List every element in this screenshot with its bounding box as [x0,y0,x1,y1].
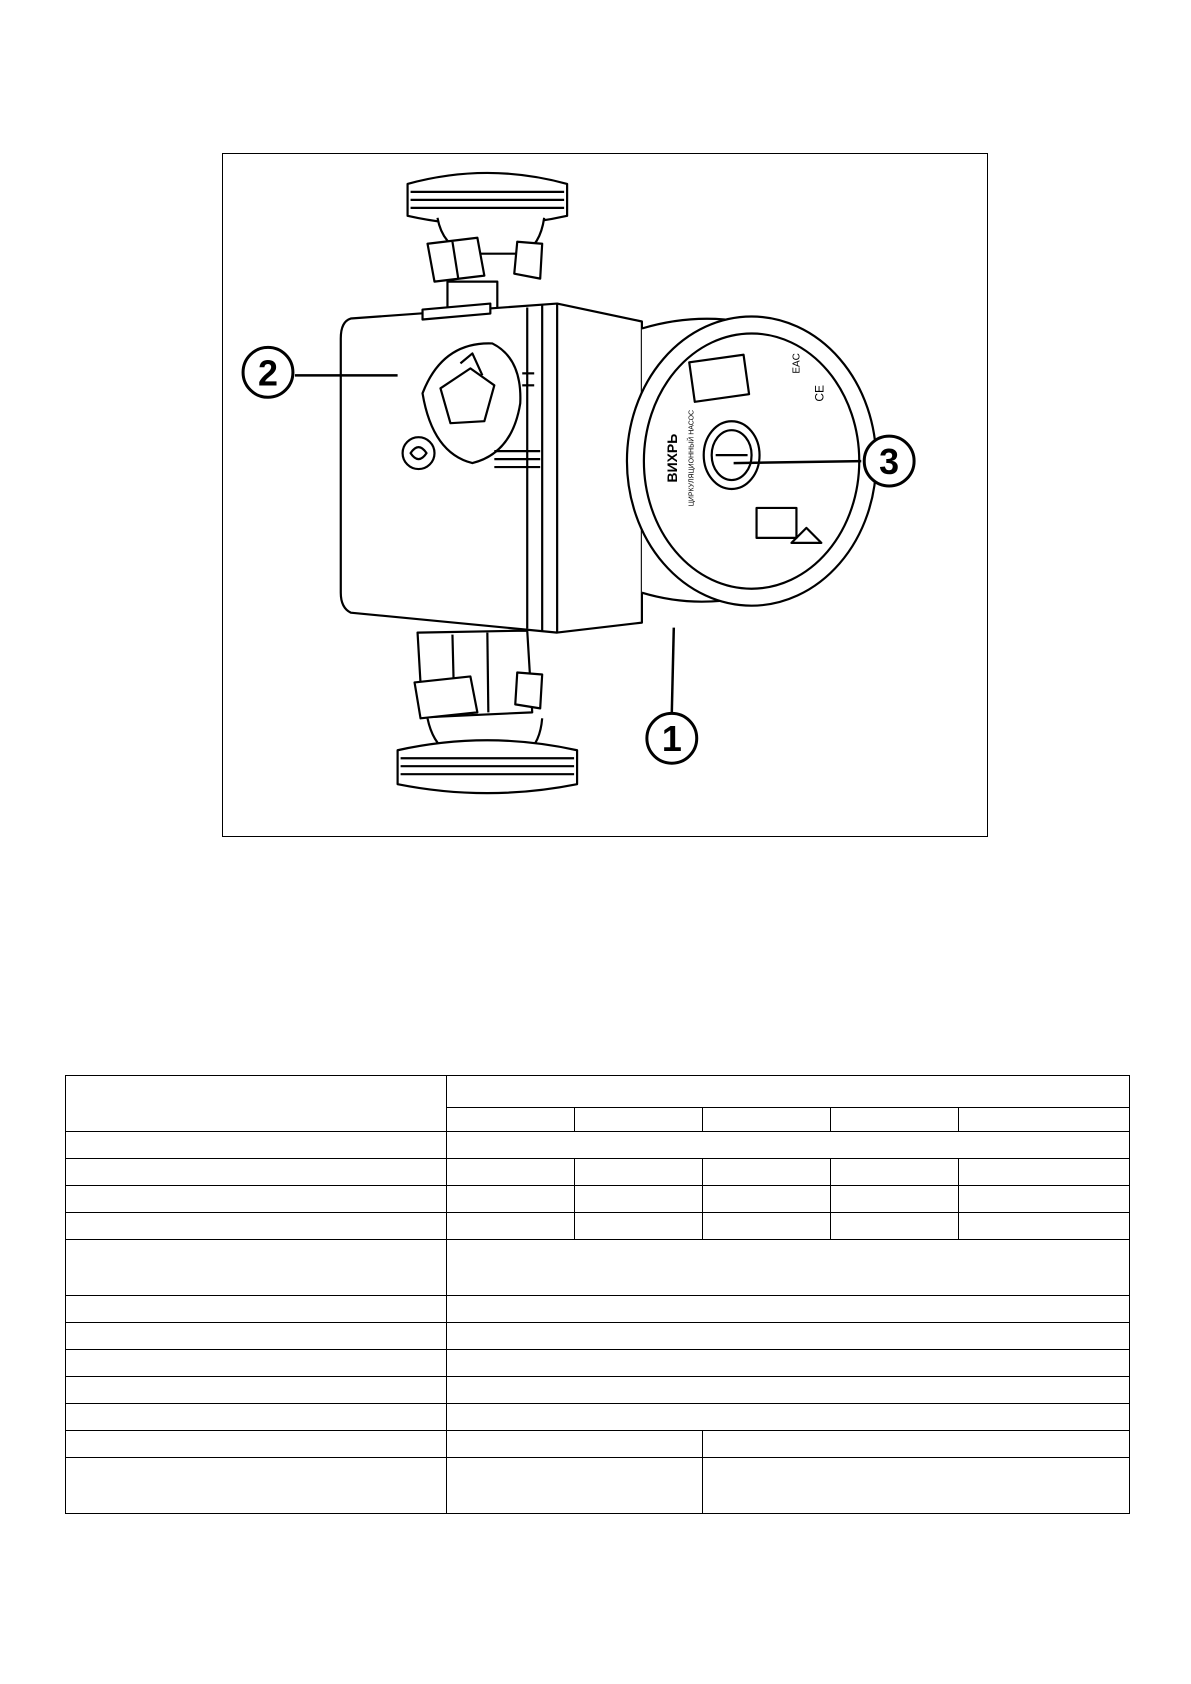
table-label-cell [66,1350,447,1377]
table-cell [447,1377,1130,1404]
table-cell [447,1458,703,1514]
callout-3 [864,436,914,486]
bottom-fitting [398,631,577,794]
table-cell [447,1132,1130,1159]
table-label-cell [66,1377,447,1404]
table-cell [447,1159,575,1186]
table-label-cell [66,1213,447,1240]
table-row [66,1186,1130,1213]
table-cell [959,1108,1130,1132]
table-cell [447,1213,575,1240]
table-cell [447,1404,1130,1431]
callout-2 [243,347,293,397]
table-cell [831,1213,959,1240]
label-mark-eac: EAC [791,353,803,374]
table-label-cell [66,1240,447,1296]
table-cell [703,1159,831,1186]
spec-table [65,1075,1130,1514]
callout-2-number: 2 [258,353,278,394]
callout-1-number: 1 [661,719,682,760]
table-cell [575,1186,703,1213]
table-row [66,1431,1130,1458]
table-row [66,1240,1130,1296]
table-cell [447,1323,1130,1350]
table-row [66,1404,1130,1431]
table-cell [447,1296,1130,1323]
top-fitting [408,173,568,319]
table-cell [831,1108,959,1132]
table-cell [703,1431,1130,1458]
table-row [66,1296,1130,1323]
table-cell [447,1108,575,1132]
label-subtitle: ЦИРКУЛЯЦИОННЫЙ НАСОС [688,409,696,507]
table-header-cell [66,1076,447,1132]
table-cell [959,1213,1130,1240]
table-row [66,1159,1130,1186]
table-row [66,1323,1130,1350]
table-cell [703,1108,831,1132]
table-cell [447,1240,1130,1296]
terminal-box-drawing [341,304,642,633]
table-header-cell [447,1076,1130,1108]
table-label-cell [66,1132,447,1159]
table-row [66,1213,1130,1240]
table-cell [447,1186,575,1213]
table-label-cell [66,1404,447,1431]
pump-illustration [223,154,987,836]
label-mark-ce: CE [812,384,827,402]
table-label-cell [66,1186,447,1213]
table-row [66,1132,1130,1159]
table-label-cell [66,1159,447,1186]
table-label-cell [66,1458,447,1514]
table-cell [703,1213,831,1240]
table-row [66,1377,1130,1404]
label-brand: ВИХРЬ [663,433,680,483]
table-row [66,1458,1130,1514]
table-cell [959,1186,1130,1213]
table-row [66,1076,1130,1108]
table-cell [575,1108,703,1132]
table-label-cell [66,1431,447,1458]
table-cell [703,1186,831,1213]
table-cell [831,1186,959,1213]
table-cell [447,1350,1130,1377]
table-cell [959,1159,1130,1186]
pump-figure [222,153,988,837]
table-label-cell [66,1296,447,1323]
callout-3-number: 3 [879,442,900,483]
callout-1 [647,713,697,763]
table-cell [703,1458,1130,1514]
table-cell [831,1159,959,1186]
table-cell [575,1213,703,1240]
table-label-cell [66,1323,447,1350]
table-cell [447,1431,703,1458]
table-row [66,1350,1130,1377]
table-cell [575,1159,703,1186]
